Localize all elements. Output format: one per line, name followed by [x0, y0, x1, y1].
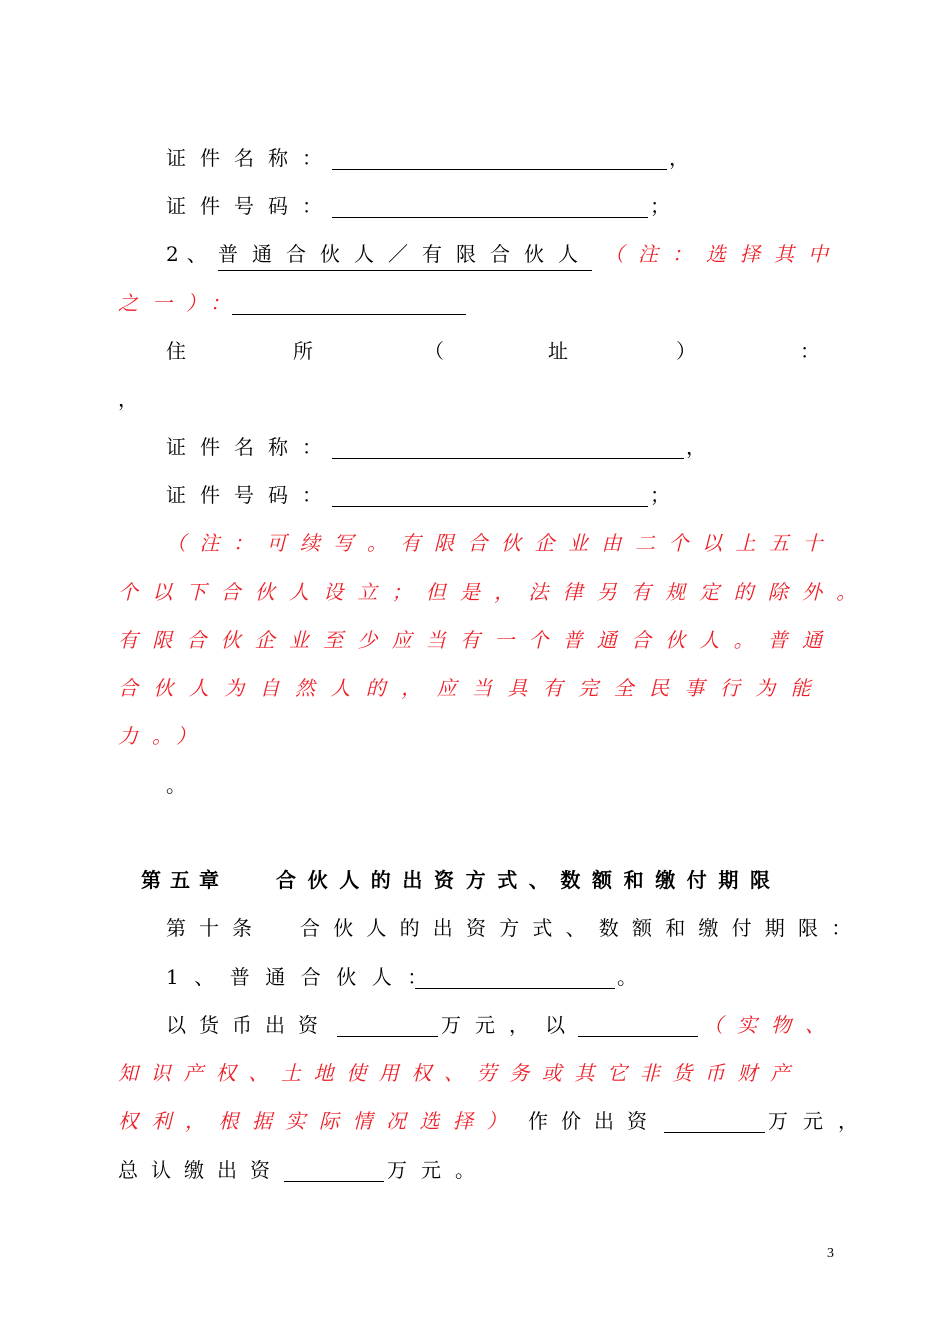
id-number-blank[interactable] [332, 480, 648, 507]
partner-type-note: （注：选择其中 [604, 242, 842, 266]
line-partner-type [0, 239, 950, 269]
note-line [0, 673, 950, 703]
noncash-type-blank[interactable] [578, 1010, 698, 1037]
punct: ， [686, 435, 706, 459]
unit-text: 万元。 [387, 1158, 489, 1182]
line-contribution-1 [0, 1010, 950, 1040]
id-number-blank[interactable] [332, 191, 648, 218]
unit-text: 万元， [441, 1013, 543, 1037]
valuation-amount-blank[interactable] [664, 1106, 765, 1133]
address-char: （ [424, 339, 444, 363]
chapter-heading [0, 865, 950, 895]
noncash-note: 权利，根据实际情况选择） [118, 1109, 520, 1133]
line-id-number-1 [0, 191, 950, 221]
id-name-blank[interactable] [332, 143, 667, 170]
punct: ， [118, 387, 138, 411]
noncash-note: 知识产权、土地使用权、劳务或其它非货币财产 [118, 1061, 803, 1085]
partner-type-label: 普通合伙人／有限合伙人 [218, 239, 592, 271]
chapter-title: 合伙人的出资方式、数额和缴付期限 [276, 868, 782, 892]
id-name-label: 证件名称： [166, 435, 336, 459]
partner-name-blank[interactable] [232, 288, 466, 315]
unit-text: 万元， [768, 1109, 873, 1133]
line-id-name-2 [0, 432, 950, 462]
article-title: 合伙人的出资方式、数额和缴付期限： [300, 916, 865, 940]
address-char: ： [800, 339, 820, 363]
punct: ， [669, 146, 689, 170]
line-address [0, 336, 950, 366]
general-partner-label: 1、普通合伙人： [166, 965, 443, 989]
line-contribution-3 [0, 1106, 950, 1136]
article-heading [0, 913, 950, 943]
line-contribution-2 [0, 1058, 950, 1088]
line-id-name-1 [0, 143, 950, 173]
address-char: 址 [548, 339, 568, 363]
article-number: 第十条 [166, 916, 265, 940]
note-text: 有限合伙企业至少应当有一个普通合伙人。普通 [118, 628, 837, 652]
note-line [0, 577, 950, 607]
total-amount-blank[interactable] [284, 1155, 384, 1182]
note-text: 力。） [118, 724, 210, 748]
partner-type-note-cont: 之一）： [118, 291, 244, 315]
punct: 。 [617, 965, 637, 989]
total-contribution-label: 总认缴出资 [118, 1158, 283, 1182]
cash-amount-blank[interactable] [337, 1010, 438, 1037]
line-address-cont [0, 384, 950, 414]
note-text: 个以下合伙人设立；但是，法律另有规定的除外。 [118, 580, 871, 604]
id-name-blank[interactable] [332, 432, 684, 459]
line-dot [0, 770, 950, 800]
address-char: 所 [293, 339, 313, 363]
noncash-note: （实物、 [703, 1013, 839, 1037]
id-number-label: 证件号码： [166, 483, 336, 507]
note-line [0, 721, 950, 751]
line-contribution-4 [0, 1155, 950, 1185]
punct: 。 [166, 773, 186, 797]
note-line [0, 625, 950, 655]
general-partner-blank[interactable] [415, 962, 615, 989]
address-char: 住 [166, 339, 186, 363]
punct: ； [650, 483, 670, 507]
chapter-number: 第五章 [141, 868, 228, 892]
valuation-label: 作价出资 [528, 1109, 660, 1133]
id-name-label: 证件名称： [166, 146, 336, 170]
cash-contribution-label: 以货币出资 [166, 1013, 331, 1037]
line-id-number-2 [0, 480, 950, 510]
note-line [0, 528, 950, 558]
punct: ； [650, 194, 670, 218]
line-general-partner [0, 962, 950, 992]
item-number: 2、 [166, 242, 215, 266]
address-char: ） [676, 339, 696, 363]
note-text: （注：可续写。有限合伙企业由二个以上五十 [166, 531, 836, 555]
page-number: 3 [827, 1246, 834, 1261]
id-number-label: 证件号码： [166, 194, 336, 218]
contrib-text: 以 [545, 1013, 565, 1037]
note-text: 合伙人为自然人的，应当具有完全民事行为能 [118, 676, 826, 700]
line-partner-type-cont [0, 288, 950, 318]
